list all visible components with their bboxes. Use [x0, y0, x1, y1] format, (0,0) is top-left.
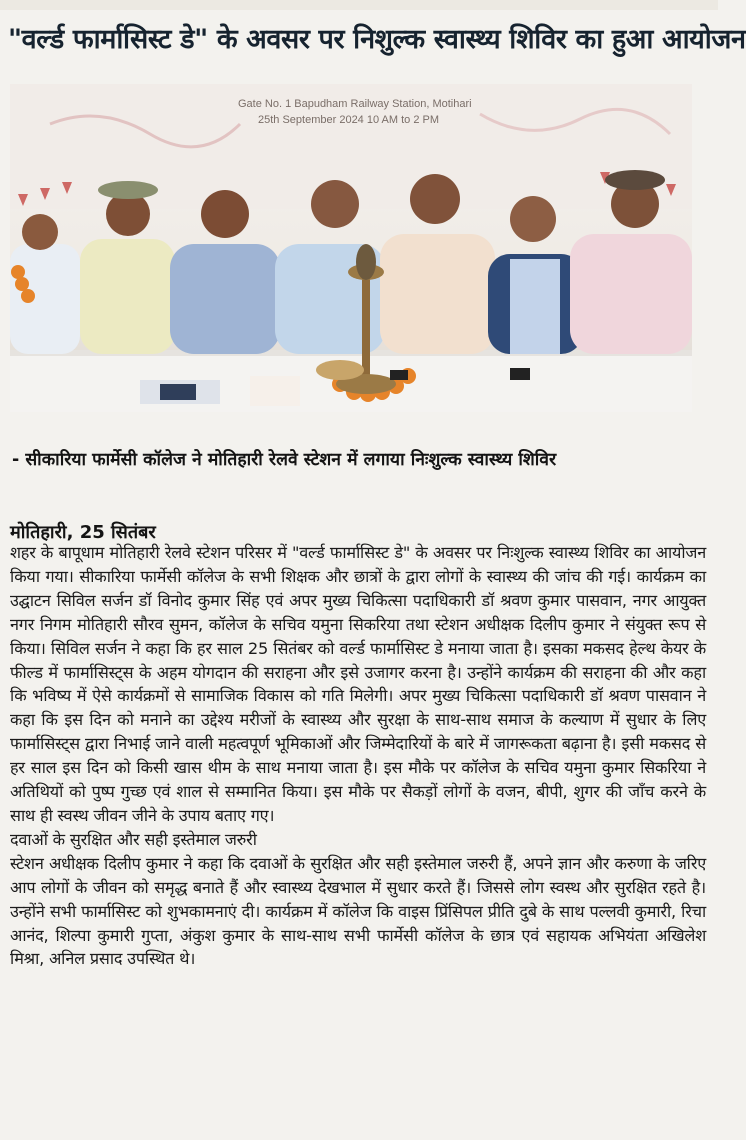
event-photo-illustration [10, 84, 692, 412]
dateline: मोतिहारी, 25 सितंबर [10, 522, 156, 543]
event-photo [10, 84, 692, 412]
photo-caption: - सीकारिया फार्मेसी कॉलेज ने मोतिहारी रेलवे स्टेशन में लगाया निःशुल्क स्वास्थ्य शिविर [12, 450, 557, 470]
paragraph-1: शहर के बापूधाम मोतिहारी रेलवे स्टेशन परिसर में "वर्ल्ड फार्मासिस्ट डे" के अवसर पर निःशुल्क स्वास्थ्य शिविर का आयोजन किया गया। सीकारिया फार्मेसी कॉलेज के सभी शिक्षक और छात्रों के द्वारा लोगों के स्वास्थ्य की जांच की गई। कार्यक्रम का उद्घाटन सिविल सर्जन डॉ विनोद कुमार सिंह एवं अपर मुख्य चिकित्सा पदाधिकारी डॉ श्रवण कुमार पासवान, नगर आयुक्त नगर निगम मोतिहारी सौरव सुमन, कॉलेज के सचिव यमुना सिकरिया तथा स्टेशन अधीक्षक दिलीप कुमार ने संयुक्त रूप से किया। सिविल सर्जन ने कहा कि हर साल 25 सितंबर को वर्ल्ड फार्मासिस्ट डे मनाया जाता है। इसका मकसद हेल्थ केयर के फील्ड में फार्मासिस्ट्स के अहम योगदान की सराहना और इसे उजागर करना है। उन्होंने कार्यक्रम की सराहना की और कहा कि भविष्य में ऐसे कार्यक्रमों से सामाजिक विकास को गति मिलेगी। अपर मुख्य चिकित्सा पदाधिकारी डॉ श्रवण पासवान ने कहा कि इस दिन को मनाने का उद्देश्य मरीजों के स्वास्थ्य और सुरक्षा के साथ-साथ समाज के कल्याण में सुधार के लिए फार्मासिस्ट्स द्वारा निभाई जाने वाली महत्वपूर्ण भूमिकाओं और जिम्मेदारियों के बारे में जागरूकता बढ़ाना है। इसी मकसद से हर साल इस दिन को किसी खास थीम के साथ मनाया जाता है। इस मौके पर कॉलेज के सचिव यमुना कुमार सिकरिया ने अतिथियों को पुष्प गुच्छ एवं शाल से सम्मानित किया। इस मौके पर सैकड़ों लोगों के वजन, बीपी, शुगर की जाँच करने के साथ ही स्वस्थ जीवन जीने के उपाय बताए गए। [10, 543, 706, 825]
article-body [10, 541, 706, 971]
paragraph-2: स्टेशन अधीक्षक दिलीप कुमार ने कहा कि दवाओं के सुरक्षित और सही इस्तेमाल जरुरी हैं, अपने ज्ञान और करुणा के जरिए आप लोगों के जीवन को समृद्ध बनाते हैं और स्वास्थ्य देखभाल में सुधार करते हैं। जिससे लोग स्वस्थ और सुरक्षित रहते है। उन्होंने सभी फार्मासिस्ट को शुभकामनाएं दी। कार्यक्रम में कॉलेज कि वाइस प्रिंसिपल प्रीति दुबे के साथ पल्लवी कुमारी, रिचा आनंद, शिल्पा कुमारी गुप्ता, अंकुश कुमार के साथ-साथ सभी फार्मेसी कॉलेज के छात्र एवं सहायक अभियंता अखिलेश मिश्रा, अनिल प्रसाद उपस्थित थे। [10, 853, 706, 969]
banner-line-2: 25th September 2024 10 AM to 2 PM [258, 114, 440, 126]
previous-article-cut-edge [0, 0, 718, 10]
subheading: दवाओं के सुरक्षित और सही इस्तेमाल जरुरी [10, 829, 257, 849]
banner-line-1: Gate No. 1 Bapudham Railway Station, Motihari [238, 98, 472, 110]
headline: "वर्ल्ड फार्मासिस्ट डे" के अवसर पर निशुल्क स्वास्थ्य शिविर का हुआ आयोजन [8, 24, 746, 55]
